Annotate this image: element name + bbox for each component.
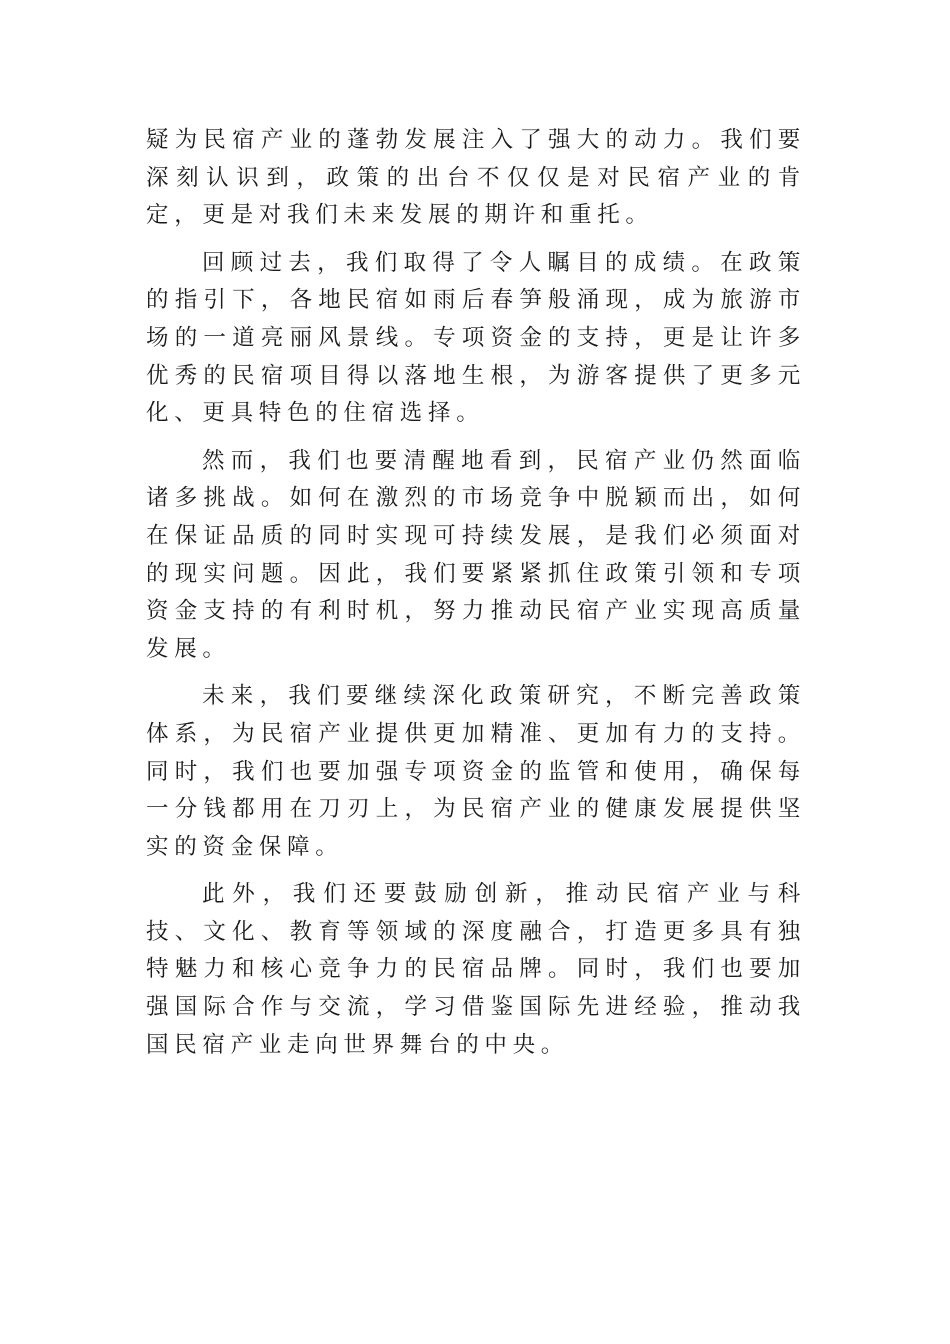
paragraph-challenges: 然而，我们也要清醒地看到，民宿产业仍然面临诸多挑战。如何在激烈的市场竞争中脱颖而出，如何在保证品质的同时实现可持续发展，是我们必须面对的现实问题。因此，我们要紧紧抓住政策引领和专项资金支持的有利时机，努力推动民宿产业实现高质量发展。 (146, 447, 806, 662)
paragraph-continuation: 疑为民宿产业的蓬勃发展注入了强大的动力。我们要深刻认识到，政策的出台不仅仅是对民宿产业的肯定，更是对我们未来发展的期许和重托。 (146, 127, 806, 229)
paragraph-innovation: 此外，我们还要鼓励创新，推动民宿产业与科技、文化、教育等领域的深度融合，打造更多具有独特魅力和核心竞争力的民宿品牌。同时，我们也要加强国际合作与交流，学习借鉴国际先进经验，推动我国民宿产业走向世界舞台的中央。 (146, 881, 806, 1058)
document-body (146, 122, 806, 1074)
paragraph-review: 回顾过去，我们取得了令人瞩目的成绩。在政策的指引下，各地民宿如雨后春笋般涌现，成为旅游市场的一道亮丽风景线。专项资金的支持，更是让许多优秀的民宿项目得以落地生根，为游客提供了更多元化、更具特色的住宿选择。 (146, 249, 806, 427)
paragraph-future: 未来，我们要继续深化政策研究，不断完善政策体系，为民宿产业提供更加精准、更加有力的支持。同时，我们也要加强专项资金的监管和使用，确保每一分钱都用在刀刃上，为民宿产业的健康发展提供坚实的资金保障。 (146, 683, 806, 860)
